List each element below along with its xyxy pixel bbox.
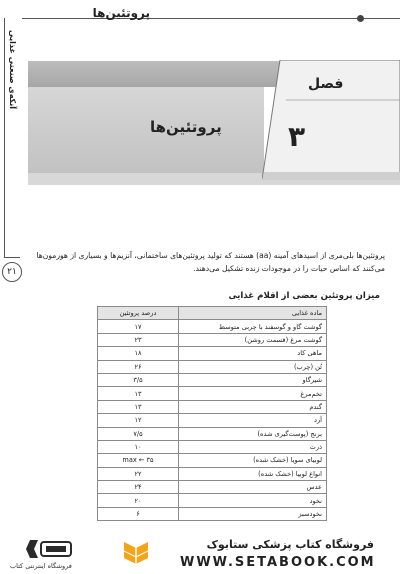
table-row: [98, 320, 327, 333]
percent-cell: ۲۰: [98, 494, 179, 507]
table-row: [98, 347, 327, 360]
table-row: [98, 333, 327, 346]
percent-cell: ۲۲: [98, 467, 179, 480]
header-rule: [22, 18, 400, 19]
food-cell: ماهی کاد: [179, 347, 327, 360]
food-cell: انواع لوبیا (خشک شده): [179, 467, 327, 480]
table-row: [98, 360, 327, 373]
percent-cell: ۳/۵: [98, 373, 179, 386]
table-title: میزان پروتئین بعضی از اقلام غذایی: [228, 291, 380, 301]
percent-cell: ۷/۵: [98, 427, 179, 440]
chapter-number: ۳: [288, 120, 306, 153]
food-cell: گوشت گاو و گوسفند با چربی متوسط: [179, 320, 327, 333]
food-cell: شیرگاو: [179, 373, 327, 386]
percent-cell: ۲۴: [98, 481, 179, 494]
table-row: [98, 387, 327, 400]
header-percent: درصد پروتئین: [98, 307, 179, 320]
store-name: فروشگاه کتاب پزشکی ستابوک: [206, 538, 374, 551]
logo-subtitle: فروشگاه اینترنتی کتاب: [10, 562, 72, 570]
table-row: [98, 440, 327, 453]
table-row: [98, 400, 327, 413]
paragraph-line: می‌کنند که اساس حیات را در موجودات زنده تشکیل می‌دهند.: [193, 264, 385, 273]
running-header-title: پروتئین‌ها: [92, 6, 150, 20]
page-number: ۲۱: [2, 262, 22, 282]
percent-cell: ۱۷: [98, 320, 179, 333]
percent-cell: max ← ۳۵: [98, 454, 179, 467]
banner-main-band: [28, 87, 264, 173]
header-bullet-icon: [357, 15, 364, 22]
percent-cell: ۱۰: [98, 440, 179, 453]
food-cell: ذرت: [179, 440, 327, 453]
food-cell: تُن (چرب): [179, 360, 327, 373]
table-row: [98, 373, 327, 386]
food-cell: نخودسبز: [179, 507, 327, 520]
table-row: [98, 454, 327, 467]
percent-cell: ۱۳: [98, 400, 179, 413]
table-header-row: [98, 307, 327, 320]
food-cell: تخم‌مرغ: [179, 387, 327, 400]
table-row: [98, 467, 327, 480]
store-url-link[interactable]: WWW.SETABOOK.COM: [180, 555, 376, 570]
table-row: [98, 427, 327, 440]
food-cell: نخود: [179, 494, 327, 507]
food-cell: آرد: [179, 414, 327, 427]
table-row: [98, 414, 327, 427]
intro-paragraph: [30, 249, 385, 275]
percent-cell: ۲۶: [98, 360, 179, 373]
table-row: [98, 494, 327, 507]
food-cell: عدس: [179, 481, 327, 494]
protein-table: [97, 306, 327, 521]
percent-cell: ۲۳: [98, 333, 179, 346]
food-cell: لوبیای سویا (خشک شده): [179, 454, 327, 467]
book-icon: [122, 540, 150, 566]
percent-cell: ۱۸: [98, 347, 179, 360]
food-cell: گندم: [179, 400, 327, 413]
chapter-label: فصل: [308, 76, 344, 92]
food-cell: برنج (پوست‌گیری شده): [179, 427, 327, 440]
chapter-title: پروتئین‌ها: [150, 118, 222, 136]
table-row: [98, 507, 327, 520]
food-cell: گوشت مرغ (قسمت روشن): [179, 333, 327, 346]
percent-cell: ۱۲: [98, 414, 179, 427]
margin-book-title: آنکه‌ی صنعتی غذایی: [8, 30, 17, 109]
header-food: ماده غذایی: [179, 307, 327, 320]
paragraph-line: پروتئین‌ها بلی‌مری از اسیدهای آمینه (aa) هستند که تولید پروتئین‌های ساختمانی، آنزیم‌ها و بسیاری از هورمون‌ها: [36, 251, 385, 260]
percent-cell: ۱۳: [98, 387, 179, 400]
table-row: [98, 481, 327, 494]
percent-cell: ۶: [98, 507, 179, 520]
setabook-logo-icon: [24, 538, 74, 560]
